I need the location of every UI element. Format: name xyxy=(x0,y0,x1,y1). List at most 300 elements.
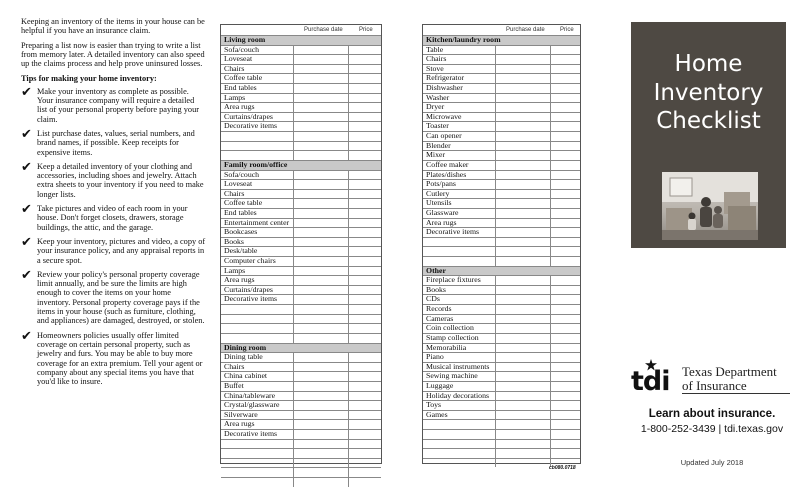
item-label xyxy=(221,132,294,141)
checklist-row xyxy=(221,208,381,218)
item-label: China/tableware xyxy=(221,392,294,401)
purchase-date-cell xyxy=(294,199,349,208)
purchase-date-cell xyxy=(294,113,349,122)
price-cell xyxy=(551,84,580,93)
updated-date: Updated July 2018 xyxy=(680,458,744,467)
checklist-row xyxy=(423,333,580,343)
price-cell xyxy=(349,209,381,218)
purchase-date-cell xyxy=(496,257,551,266)
section-label: Family room/office xyxy=(224,160,288,169)
price-cell xyxy=(349,113,381,122)
purchase-date-cell xyxy=(294,55,349,64)
checklist-row xyxy=(423,93,580,103)
price-cell xyxy=(551,305,580,314)
price-cell xyxy=(349,228,381,237)
learn-about-insurance: Learn about insurance. xyxy=(648,408,776,420)
checklist-row xyxy=(423,371,580,381)
item-label: Musical instruments xyxy=(423,363,496,372)
section-label: Kitchen/laundry room xyxy=(426,36,501,44)
purchase-date-cell xyxy=(496,94,551,103)
price-cell xyxy=(551,190,580,199)
price-cell xyxy=(349,257,381,266)
item-label xyxy=(423,449,496,458)
purchase-date-cell xyxy=(294,238,349,247)
price-cell xyxy=(551,151,580,160)
agency-name-line: Texas Department xyxy=(682,364,777,379)
purchase-date-cell xyxy=(294,46,349,55)
item-label: End tables xyxy=(221,209,294,218)
checklist-row xyxy=(423,45,580,55)
column-header-price: Price xyxy=(560,27,574,33)
checklist-row xyxy=(423,160,580,170)
price-cell xyxy=(551,113,580,122)
checklist-rows xyxy=(423,35,580,467)
purchase-date-cell xyxy=(294,382,349,391)
price-cell xyxy=(551,180,580,189)
purchase-date-cell xyxy=(496,238,551,247)
price-cell xyxy=(551,247,580,256)
purchase-date-cell xyxy=(294,420,349,429)
price-cell xyxy=(551,401,580,410)
item-label: Buffet xyxy=(221,382,294,391)
price-cell xyxy=(551,122,580,131)
checklist-row xyxy=(423,419,580,429)
section-header xyxy=(423,35,580,45)
price-cell xyxy=(349,392,381,401)
tip-item xyxy=(21,126,206,157)
tdi-logo: tdi xyxy=(631,366,670,397)
checklist-row xyxy=(423,381,580,391)
price-cell xyxy=(551,411,580,420)
purchase-date-cell xyxy=(496,420,551,429)
purchase-date-cell xyxy=(294,267,349,276)
purchase-date-cell xyxy=(496,363,551,372)
purchase-date-cell xyxy=(294,276,349,285)
purchase-date-cell xyxy=(496,199,551,208)
purchase-date-cell xyxy=(294,228,349,237)
purchase-date-cell xyxy=(496,353,551,362)
checklist-row xyxy=(221,458,381,468)
purchase-date-cell xyxy=(496,372,551,381)
price-cell xyxy=(349,171,381,180)
item-label xyxy=(221,468,294,477)
checklist-row xyxy=(423,314,580,324)
price-cell xyxy=(349,238,381,247)
purchase-date-cell xyxy=(294,478,349,487)
checklist-row xyxy=(221,93,381,103)
price-cell xyxy=(551,440,580,449)
contact-info: 1-800-252-3439 | tdi.texas.gov xyxy=(640,423,784,435)
cover-title xyxy=(631,50,786,136)
item-label xyxy=(221,440,294,449)
tip-item xyxy=(21,267,206,326)
item-label: Sofa/couch xyxy=(221,46,294,55)
checklist-row xyxy=(423,198,580,208)
checklist-row xyxy=(221,83,381,93)
item-label: Refrigerator xyxy=(423,74,496,83)
price-cell xyxy=(349,74,381,83)
checklist-row xyxy=(221,218,381,228)
tdi-logo-block xyxy=(631,360,791,400)
price-cell xyxy=(349,353,381,362)
checklist-row xyxy=(423,112,580,122)
purchase-date-cell xyxy=(294,411,349,420)
checklist-row xyxy=(423,64,580,74)
purchase-date-cell xyxy=(496,142,551,151)
price-cell xyxy=(349,372,381,381)
price-cell xyxy=(551,286,580,295)
checklist-row xyxy=(221,150,381,160)
tips-heading: Tips for making your home inventory: xyxy=(21,74,157,84)
price-cell xyxy=(349,151,381,160)
item-label: Silverware xyxy=(221,411,294,420)
price-cell xyxy=(349,315,381,324)
checklist-row xyxy=(221,314,381,324)
checklist-row xyxy=(221,275,381,285)
item-label: Curtains/drapes xyxy=(221,113,294,122)
purchase-date-cell xyxy=(496,55,551,64)
purchase-date-cell xyxy=(294,257,349,266)
item-label xyxy=(423,247,496,256)
item-label: Chairs xyxy=(221,363,294,372)
price-cell xyxy=(551,276,580,285)
purchase-date-cell xyxy=(496,190,551,199)
checklist-row xyxy=(423,343,580,353)
checklist-row xyxy=(221,333,381,343)
purchase-date-cell xyxy=(294,122,349,131)
price-cell xyxy=(551,65,580,74)
checklist-row xyxy=(221,189,381,199)
tip-text: Make your inventory as complete as possible. Your insurance company will require a detailed list of your personal property before paying your claim. xyxy=(37,86,199,124)
checklist-row xyxy=(423,83,580,93)
item-label: Toaster xyxy=(423,122,496,131)
item-label: Lamps xyxy=(221,267,294,276)
price-cell xyxy=(551,430,580,439)
checklist-row xyxy=(221,294,381,304)
purchase-date-cell xyxy=(496,401,551,410)
purchase-date-cell xyxy=(294,363,349,372)
price-cell xyxy=(551,209,580,218)
purchase-date-cell xyxy=(496,161,551,170)
purchase-date-cell xyxy=(294,171,349,180)
checklist-row xyxy=(423,121,580,131)
item-label: Computer chairs xyxy=(221,257,294,266)
item-label: Coin collection xyxy=(423,324,496,333)
purchase-date-cell xyxy=(496,113,551,122)
intro-paragraph-1: Keeping an inventory of the items in your house can be helpful if you have an insurance claim. xyxy=(21,17,205,36)
item-label: Books xyxy=(221,238,294,247)
item-label: Coffee maker xyxy=(423,161,496,170)
purchase-date-cell xyxy=(294,209,349,218)
purchase-date-cell xyxy=(294,132,349,141)
item-label: Luggage xyxy=(423,382,496,391)
tip-item xyxy=(21,84,206,124)
price-cell xyxy=(349,190,381,199)
checklist-row xyxy=(221,391,381,401)
purchase-date-cell xyxy=(294,94,349,103)
item-label: Holiday decorations xyxy=(423,392,496,401)
checklist-row xyxy=(423,54,580,64)
purchase-date-cell xyxy=(496,392,551,401)
item-label xyxy=(423,257,496,266)
item-label: Stove xyxy=(423,65,496,74)
checklist-row xyxy=(423,237,580,247)
item-label xyxy=(221,151,294,160)
item-label: Blender xyxy=(423,142,496,151)
checklist-row xyxy=(423,73,580,83)
checklist-row xyxy=(221,54,381,64)
purchase-date-cell xyxy=(294,151,349,160)
price-cell xyxy=(551,315,580,324)
checklist-row xyxy=(221,362,381,372)
purchase-date-cell xyxy=(496,324,551,333)
item-label: Utensils xyxy=(423,199,496,208)
checklist-row xyxy=(221,410,381,420)
item-label: Decorative items xyxy=(221,122,294,131)
checklist-row xyxy=(423,285,580,295)
item-label: Books xyxy=(423,286,496,295)
tip-item xyxy=(21,328,206,387)
price-cell xyxy=(551,132,580,141)
price-cell xyxy=(349,305,381,314)
tip-text: Keep a detailed inventory of your clothing and accessories, including shoes and jewelry. Attach extra sheets to your inventory if you need to make longer lists. xyxy=(37,161,204,199)
checklist-row xyxy=(423,323,580,333)
checklist-row xyxy=(423,352,580,362)
price-cell xyxy=(349,180,381,189)
item-label: Dryer xyxy=(423,103,496,112)
price-cell xyxy=(551,344,580,353)
checklist-row xyxy=(423,294,580,304)
item-label xyxy=(221,142,294,151)
checklist-row xyxy=(423,391,580,401)
price-cell xyxy=(551,382,580,391)
item-label: Cameras xyxy=(423,315,496,324)
purchase-date-cell xyxy=(496,209,551,218)
item-label: Toys xyxy=(423,401,496,410)
price-cell xyxy=(349,219,381,228)
item-label: Dishwasher xyxy=(423,84,496,93)
price-cell xyxy=(349,478,381,487)
item-label: Decorative items xyxy=(221,430,294,439)
price-cell xyxy=(349,46,381,55)
checklist-row xyxy=(221,45,381,55)
purchase-date-cell xyxy=(294,65,349,74)
price-cell xyxy=(551,94,580,103)
purchase-date-cell xyxy=(496,84,551,93)
checklist-row xyxy=(423,102,580,112)
tip-text: List purchase dates, values, serial numbers, and brand names, if possible. Keep receipts for expensive items. xyxy=(37,128,195,157)
item-label: Coffee table xyxy=(221,74,294,83)
purchase-date-cell xyxy=(294,430,349,439)
price-cell xyxy=(349,411,381,420)
checklist-row xyxy=(221,121,381,131)
checklist-row xyxy=(221,64,381,74)
purchase-date-cell xyxy=(496,286,551,295)
price-cell xyxy=(349,449,381,458)
price-cell xyxy=(551,295,580,304)
price-cell xyxy=(551,74,580,83)
price-cell xyxy=(551,334,580,343)
checklist-row xyxy=(423,208,580,218)
item-label: Loveseat xyxy=(221,55,294,64)
tip-item xyxy=(21,159,206,199)
price-cell xyxy=(349,420,381,429)
purchase-date-cell xyxy=(496,449,551,458)
price-cell xyxy=(349,295,381,304)
item-label xyxy=(221,449,294,458)
tip-text: Keep your inventory, pictures and video, a copy of your insurance policy, and any appraisal reports in a secure spot. xyxy=(37,236,206,265)
checkmark-icon: ✔ xyxy=(21,159,32,175)
item-label: Records xyxy=(423,305,496,314)
price-cell xyxy=(551,46,580,55)
purchase-date-cell xyxy=(294,449,349,458)
checkmark-icon: ✔ xyxy=(21,234,32,250)
price-cell xyxy=(349,84,381,93)
form-code: cb080.0718 xyxy=(549,465,576,471)
price-cell xyxy=(349,382,381,391)
purchase-date-cell xyxy=(294,84,349,93)
purchase-date-cell xyxy=(294,315,349,324)
item-label: Chairs xyxy=(423,55,496,64)
checklist-row xyxy=(423,410,580,420)
item-label: Lamps xyxy=(221,94,294,103)
checklist-row xyxy=(423,189,580,199)
item-label: Can opener xyxy=(423,132,496,141)
checklist-row xyxy=(221,467,381,477)
intro-panel xyxy=(21,17,206,391)
checklist-row xyxy=(221,237,381,247)
item-label: End tables xyxy=(221,84,294,93)
purchase-date-cell xyxy=(496,459,551,468)
price-cell xyxy=(551,372,580,381)
column-header-purchase-date: Purchase date xyxy=(304,27,343,33)
checklist-row xyxy=(221,323,381,333)
purchase-date-cell xyxy=(496,334,551,343)
item-label: Pots/pans xyxy=(423,180,496,189)
checklist-row xyxy=(221,256,381,266)
checklist-row xyxy=(423,448,580,458)
purchase-date-cell xyxy=(496,344,551,353)
price-cell xyxy=(349,267,381,276)
item-label: Microwave xyxy=(423,113,496,122)
checklist-row xyxy=(423,439,580,449)
checklist-row xyxy=(221,102,381,112)
price-cell xyxy=(551,171,580,180)
tip-item xyxy=(21,234,206,265)
section-label: Other xyxy=(426,266,446,275)
checklist-row xyxy=(221,266,381,276)
item-label: Chairs xyxy=(221,65,294,74)
item-label xyxy=(221,478,294,487)
item-label: Area rugs xyxy=(221,103,294,112)
item-label: Cutlery xyxy=(423,190,496,199)
cover-title-line: Checklist xyxy=(656,108,761,134)
checklist-row xyxy=(221,429,381,439)
price-cell xyxy=(349,440,381,449)
item-label: Area rugs xyxy=(221,276,294,285)
purchase-date-cell xyxy=(496,315,551,324)
cover-title-box xyxy=(631,22,786,248)
purchase-date-cell xyxy=(496,276,551,285)
price-cell xyxy=(551,324,580,333)
tip-item xyxy=(21,204,206,232)
purchase-date-cell xyxy=(294,324,349,333)
agency-name xyxy=(682,365,777,393)
price-cell xyxy=(349,324,381,333)
item-label: Glassware xyxy=(423,209,496,218)
price-cell xyxy=(551,238,580,247)
price-cell xyxy=(551,103,580,112)
column-header-price: Price xyxy=(359,27,373,33)
price-cell xyxy=(551,142,580,151)
checklist-row xyxy=(423,429,580,439)
checklist-row xyxy=(221,352,381,362)
item-label: CDs xyxy=(423,295,496,304)
item-label xyxy=(221,305,294,314)
item-label xyxy=(221,315,294,324)
checklist-row xyxy=(423,227,580,237)
checklist-row xyxy=(221,131,381,141)
item-label: Area rugs xyxy=(423,219,496,228)
purchase-date-cell xyxy=(496,219,551,228)
checklist-row xyxy=(221,448,381,458)
purchase-date-cell xyxy=(294,440,349,449)
divider xyxy=(682,393,790,394)
checklist-row xyxy=(423,218,580,228)
price-cell xyxy=(551,420,580,429)
checklist-row xyxy=(423,275,580,285)
item-label: Coffee table xyxy=(221,199,294,208)
price-cell xyxy=(349,142,381,151)
tips-list xyxy=(21,84,206,387)
purchase-date-cell xyxy=(496,132,551,141)
checklist-row xyxy=(423,131,580,141)
family-moving-boxes-photo xyxy=(662,172,758,240)
purchase-date-cell xyxy=(294,190,349,199)
item-label: Stamp collection xyxy=(423,334,496,343)
item-label: Sewing machine xyxy=(423,372,496,381)
agency-name-line: of Insurance xyxy=(682,378,747,393)
checklist-row xyxy=(221,477,381,487)
item-label xyxy=(423,430,496,439)
checklist-row xyxy=(221,179,381,189)
checkmark-icon: ✔ xyxy=(21,328,32,344)
purchase-date-cell xyxy=(294,103,349,112)
checklist-row xyxy=(221,141,381,151)
item-label: Decorative items xyxy=(221,295,294,304)
price-cell xyxy=(349,459,381,468)
purchase-date-cell xyxy=(496,74,551,83)
price-cell xyxy=(349,401,381,410)
item-label: Piano xyxy=(423,353,496,362)
checklist-row xyxy=(423,362,580,372)
price-cell xyxy=(349,94,381,103)
item-label: Entertainment center xyxy=(221,219,294,228)
purchase-date-cell xyxy=(496,440,551,449)
item-label xyxy=(423,420,496,429)
price-cell xyxy=(349,363,381,372)
checkmark-icon: ✔ xyxy=(21,84,32,100)
item-label xyxy=(221,459,294,468)
checklist-row xyxy=(221,381,381,391)
cover-title-line: Inventory xyxy=(653,79,764,106)
purchase-date-cell xyxy=(294,142,349,151)
checklist-row xyxy=(423,400,580,410)
purchase-date-cell xyxy=(294,334,349,343)
price-cell xyxy=(349,199,381,208)
price-cell xyxy=(349,334,381,343)
checklist-row xyxy=(423,170,580,180)
